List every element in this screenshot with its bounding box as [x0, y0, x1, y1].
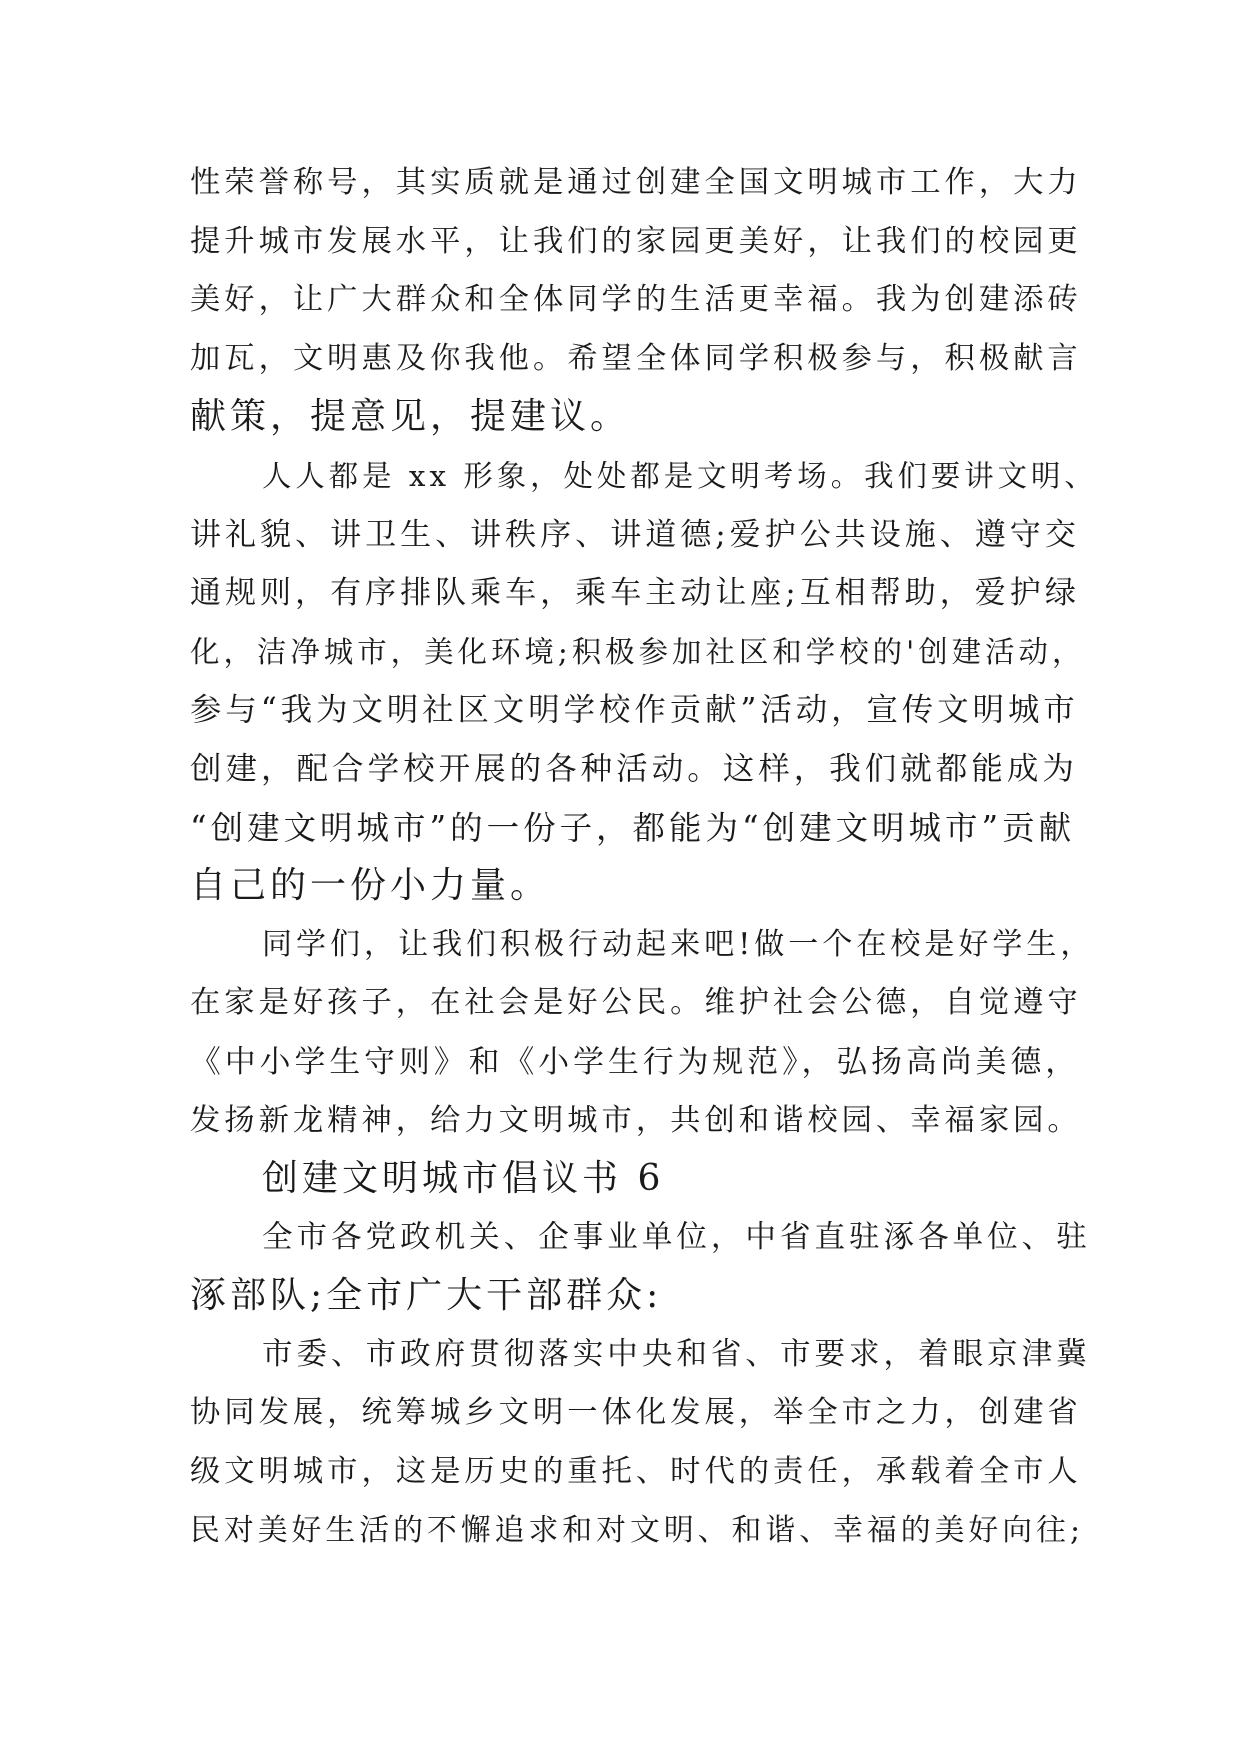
- text-line: 化，洁净城市，美化环境;积极参加社区和学校的'创建活动，: [190, 634, 1086, 669]
- text-line: 创建文明城市倡议书 6: [262, 1158, 665, 1200]
- text-line: 涿部队;全市广大干部群众:: [190, 1275, 663, 1317]
- text-line: 自己的一份小力量。: [190, 865, 551, 907]
- text-line: 民对美好生活的不懈追求和对文明、和谐、幸福的美好向往;: [190, 1512, 1084, 1548]
- text-line: 讲礼貌、讲卫生、讲秩序、讲道德;爱护公共设施、遵守交: [190, 516, 1080, 553]
- text-line: 参与“我为文明社区文明学校作贡献”活动，宣传文明城市: [190, 692, 1079, 729]
- text-line: “创建文明城市”的一份子，都能为“创建文明城市”贡献: [190, 808, 1076, 847]
- text-line: 协同发展，统筹城乡文明一体化发展，举全市之力，创建省: [190, 1395, 1082, 1431]
- text-line: 全市各党政机关、企事业单位，中省直驻涿各单位、驻: [262, 1219, 1091, 1255]
- text-line: 美好，让广大群众和全体同学的生活更幸福。我为创建添砖: [190, 282, 1082, 318]
- text-line: 性荣誉称号，其实质就是通过创建全国文明城市工作，大力: [190, 165, 1082, 200]
- text-line: 献策，提意见，提建议。: [190, 396, 631, 438]
- text-line: 市委、市政府贯彻落实中央和省、市要求，着眼京津冀: [262, 1336, 1091, 1372]
- text-line: 提升城市发展水平，让我们的家园更美好，让我们的校园更: [190, 223, 1082, 259]
- text-line: 创建，配合学校开展的各种活动。这样，我们就都能成为: [190, 750, 1078, 787]
- document-body: [190, 154, 1098, 1560]
- text-line: 人人都是 xx 形象，处处都是文明考场。我们要讲文明、: [262, 458, 1098, 493]
- text-line: 通规则，有序排队乘车，乘车主动让座;互相帮助，爱护绿: [190, 575, 1080, 612]
- text-line: 发扬新龙精神，给力文明城市，共创和谐校园、幸福家园。: [190, 1102, 1082, 1138]
- text-line: 在家是好孩子，在社会是好公民。维护社会公德，自觉遵守: [190, 985, 1082, 1021]
- text-line: 级文明城市，这是历史的重托、时代的责任，承载着全市人: [190, 1454, 1082, 1490]
- text-line: 同学们，让我们积极行动起来吧!做一个在校是好学生，: [262, 926, 1095, 962]
- text-line: 加瓦，文明惠及你我他。希望全体同学积极参与，积极献言: [190, 340, 1082, 376]
- text-line: 《中小学生守则》和《小学生行为规范》，弘扬高尚美德，: [190, 1043, 1081, 1080]
